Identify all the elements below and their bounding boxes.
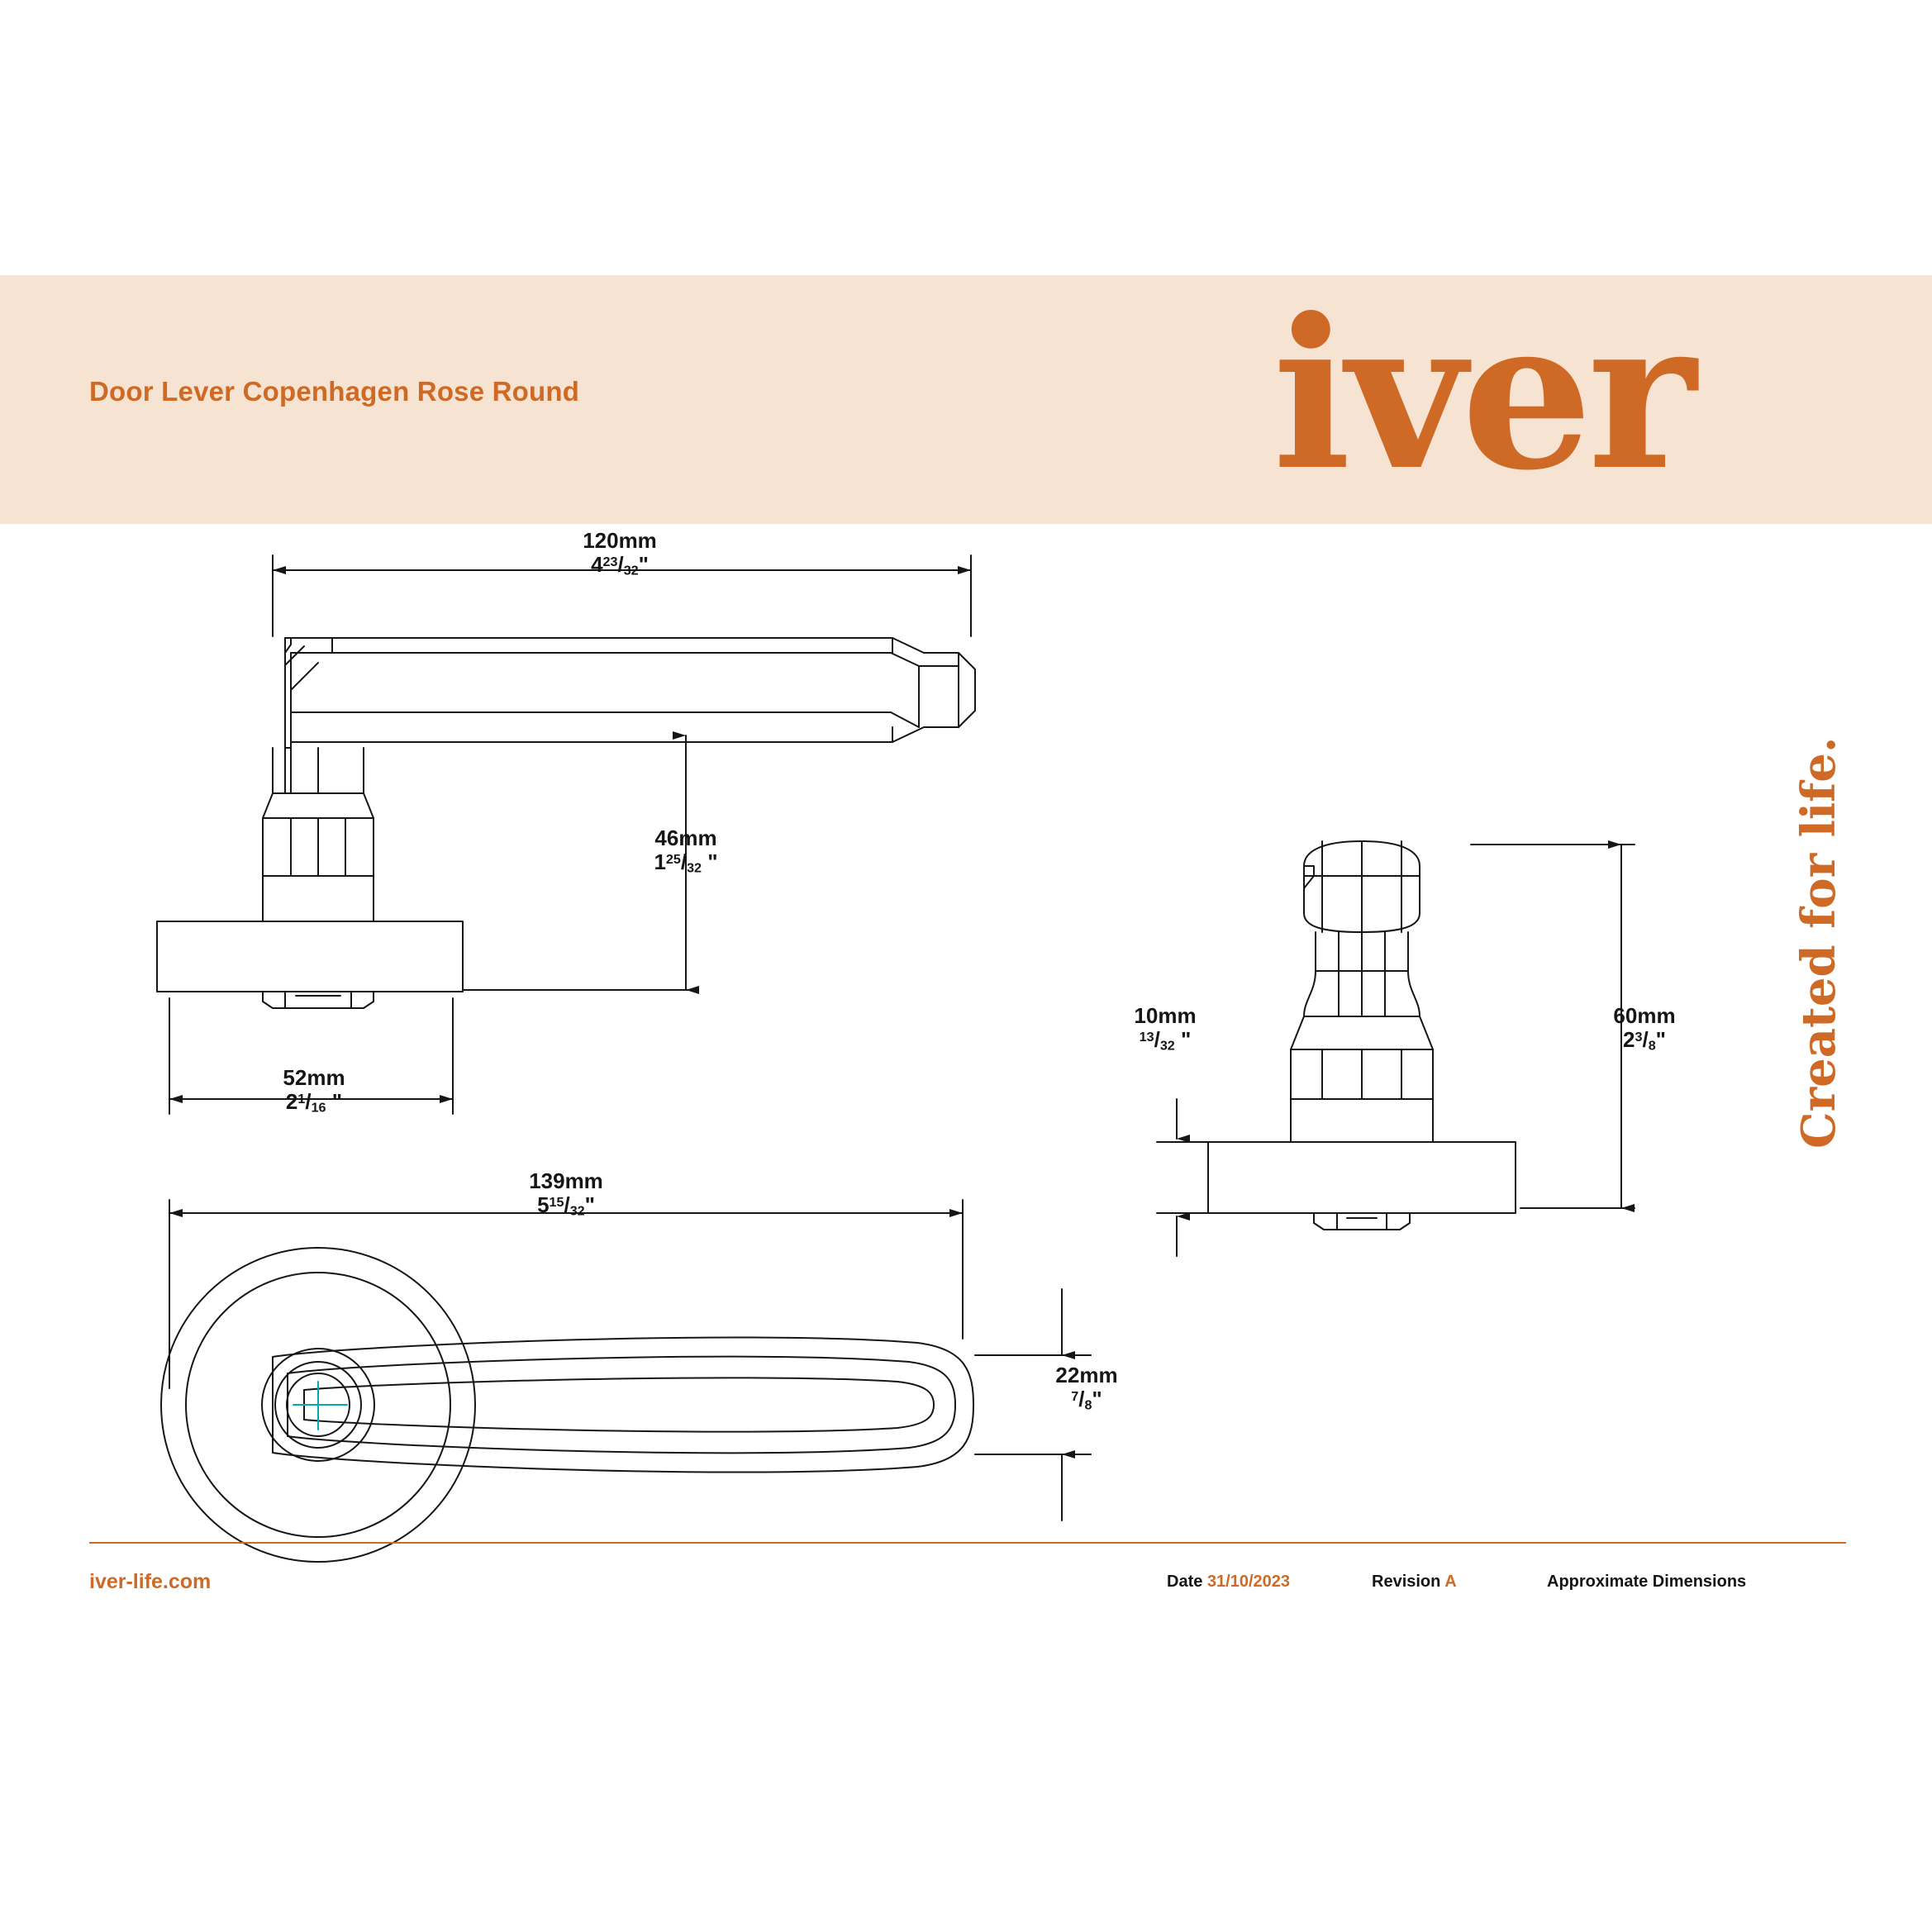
dim-lever-width	[1000, 1363, 1173, 1413]
dim-lever-length	[496, 529, 744, 578]
brand-logo: iver	[1273, 273, 1692, 516]
dim-lever-projection-inch: $1^{25}/_{32}$ "	[654, 849, 718, 876]
footer-date-label: Date	[1167, 1573, 1203, 1591]
dim-rose-thickness	[1074, 1004, 1256, 1054]
footer-divider	[89, 1542, 1846, 1544]
footer-website-link[interactable]: iver-life.com	[89, 1570, 212, 1593]
footer-revision-value: A	[1444, 1573, 1457, 1591]
dim-knob-height	[1554, 1004, 1735, 1054]
dim-lever-overall	[459, 1169, 673, 1219]
dim-rose-thickness-inch: $^{13}/_{32}$ "	[1139, 1027, 1192, 1054]
dim-lever-width-inch: $^7/_8$"	[1071, 1387, 1102, 1413]
footer-revision-label: Revision	[1372, 1573, 1441, 1591]
footer-revision	[1372, 1573, 1457, 1592]
plan-view	[161, 1200, 1091, 1562]
dim-lever-width-mm: 22mm	[1055, 1363, 1118, 1387]
dim-rose-diameter	[207, 1066, 421, 1116]
dim-rose-thickness-mm: 10mm	[1134, 1003, 1197, 1028]
dim-knob-height-inch: $2^3/_8$"	[1623, 1027, 1666, 1054]
brand-tagline: Created for life.	[1792, 736, 1846, 1149]
dim-rose-diameter-inch: $2^1/_{16}$ "	[285, 1089, 343, 1116]
side-elevation-view	[157, 552, 975, 1114]
footer-date	[1167, 1573, 1290, 1592]
footer-date-value: 31/10/2023	[1206, 1573, 1291, 1591]
page-title: Door Lever Copenhagen Rose Round	[89, 376, 580, 407]
dim-lever-projection	[578, 826, 793, 876]
dim-lever-length-mm: 120mm	[583, 528, 657, 553]
dim-lever-length-inch: $4^{23}/_{32}$"	[591, 552, 649, 578]
dim-rose-diameter-mm: 52mm	[283, 1065, 345, 1090]
dim-lever-overall-inch: $5^{15}/_{32}$"	[537, 1192, 595, 1219]
dim-lever-overall-mm: 139mm	[529, 1168, 603, 1193]
dim-lever-projection-mm: 46mm	[654, 826, 717, 850]
footer-approximate-note: Approximate Dimensions	[1547, 1573, 1747, 1591]
dim-knob-height-mm: 60mm	[1613, 1003, 1676, 1028]
